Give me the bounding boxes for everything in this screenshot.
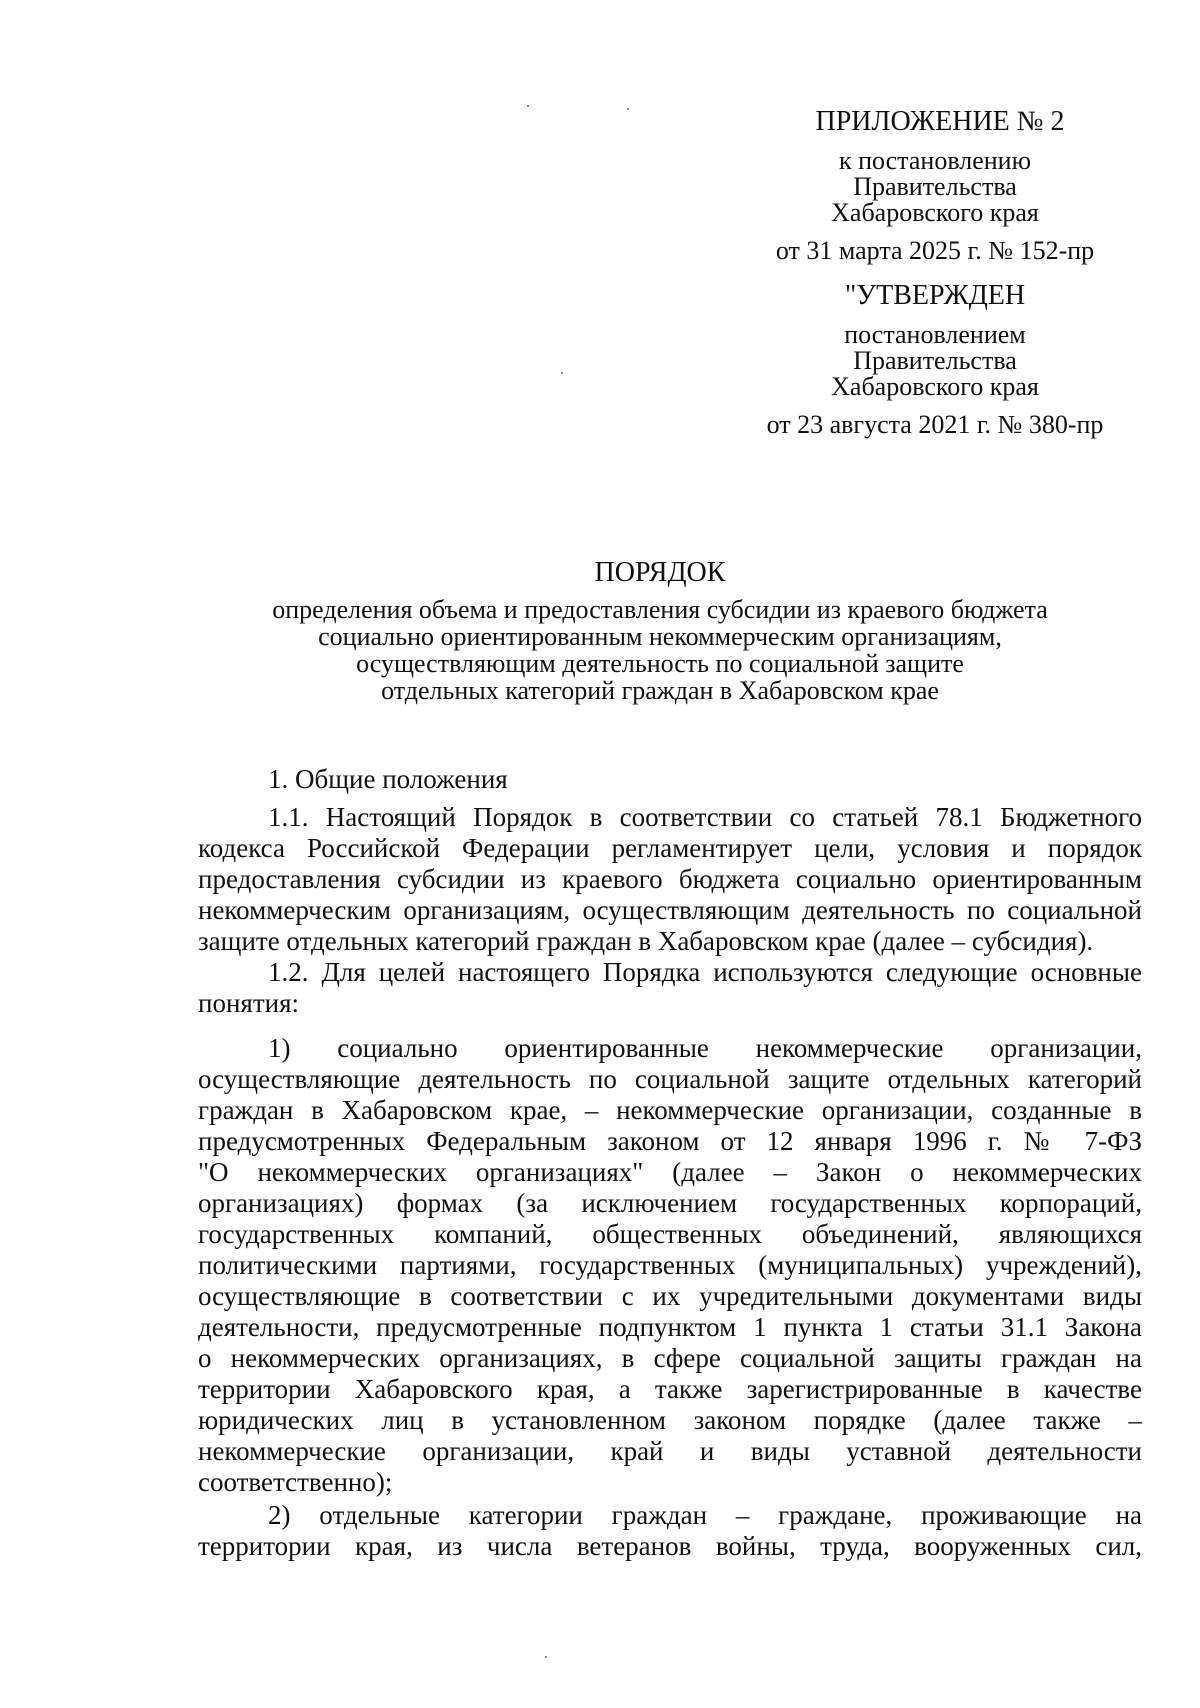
approved-by-line3: Хабаровского края	[831, 372, 1039, 401]
appendix-date: от 31 марта 2025 г. № 152-пр	[775, 236, 1095, 265]
text-line: кодекса Российской Федерации регламентирует цели, условия и порядок	[198, 833, 1142, 863]
scan-speck	[627, 108, 629, 110]
text-line: территории Хабаровского края, а также зарегистрированные в качестве	[198, 1374, 1142, 1404]
approved-by-line1: постановлением	[844, 320, 1026, 349]
subtitle-line: отдельных категорий граждан в Хабаровском крае	[381, 676, 939, 705]
appendix-title: ПРИЛОЖЕНИЕ № 2	[815, 106, 1065, 137]
text-line: организациях) формах (за исключением государственных корпораций,	[198, 1188, 1142, 1218]
approved-title: "УТВЕРЖДЕН	[844, 280, 1026, 311]
approved-by-line2: Правительства	[853, 346, 1017, 375]
text-line: граждан в Хабаровском крае, – некоммерческие организации, созданные в	[198, 1095, 1142, 1125]
section-heading: 1. Общие положения	[268, 764, 508, 794]
text-line: предоставления субсидии из краевого бюджета социально ориентированным	[198, 864, 1142, 894]
scan-speck	[561, 372, 563, 374]
text-line: некоммерческие организации, край и виды уставной деятельности	[198, 1436, 1142, 1466]
appendix-to-line2: Правительства	[853, 172, 1017, 201]
text-line: юридических лиц в установленном законом порядке (далее также –	[198, 1405, 1142, 1435]
document-subtitle	[200, 596, 1120, 704]
item-1	[198, 1033, 1142, 1498]
paragraph-1-1	[198, 802, 1142, 957]
text-line: понятия:	[198, 988, 299, 1018]
text-line: предусмотренных Федеральным законом от 12 января 1996 г. № 7-ФЗ	[198, 1126, 1142, 1156]
text-line: осуществляющие в соответствии с их учредительными документами виды	[198, 1281, 1142, 1311]
scan-speck	[527, 105, 529, 107]
document-title: ПОРЯДОК	[594, 557, 726, 588]
text-line: о некоммерческих организациях, в сфере социальной защиты граждан на	[198, 1343, 1142, 1373]
text-line: 2) отдельные категории граждан – граждане, проживающие на	[268, 1500, 1142, 1530]
appendix-to-line1: к постановлению	[838, 146, 1032, 175]
text-line: "О некоммерческих организациях" (далее – Закон о некоммерческих	[198, 1157, 1142, 1187]
text-line: защите отдельных категорий граждан в Хабаровском крае (далее – субсидия).	[198, 926, 1094, 956]
text-line: деятельности, предусмотренные подпунктом 1 пункта 1 статьи 31.1 Закона	[198, 1312, 1142, 1342]
text-line: осуществляющие деятельность по социальной защите отдельных категорий	[198, 1064, 1142, 1094]
subtitle-line: осуществляющим деятельность по социальной защите	[356, 649, 964, 678]
subtitle-line: определения объема и предоставления субсидии из краевого бюджета	[272, 595, 1048, 624]
text-line: 1) социально ориентированные некоммерческие организации,	[268, 1033, 1142, 1063]
text-line: территории края, из числа ветеранов войны, труда, вооруженных сил,	[198, 1531, 1142, 1561]
text-line: некоммерческим организациям, осуществляющим деятельность по социальной	[198, 895, 1142, 925]
text-line: государственных компаний, общественных объединений, являющихся	[198, 1219, 1142, 1249]
item-2	[198, 1500, 1142, 1562]
appendix-to-line3: Хабаровского края	[831, 198, 1039, 227]
text-line: политическими партиями, государственных (муниципальных) учреждений),	[198, 1250, 1142, 1280]
paragraph-1-2	[198, 957, 1142, 1019]
subtitle-line: социально ориентированным некоммерческим организациям,	[318, 622, 1002, 651]
scan-speck	[545, 1656, 547, 1658]
text-line: 1.2. Для целей настоящего Порядка используются следующие основные	[268, 957, 1142, 987]
approved-date: от 23 августа 2021 г. № 380-пр	[766, 410, 1104, 439]
text-line: соответственно);	[198, 1467, 393, 1497]
text-line: 1.1. Настоящий Порядок в соответствии со статьей 78.1 Бюджетного	[268, 802, 1142, 832]
